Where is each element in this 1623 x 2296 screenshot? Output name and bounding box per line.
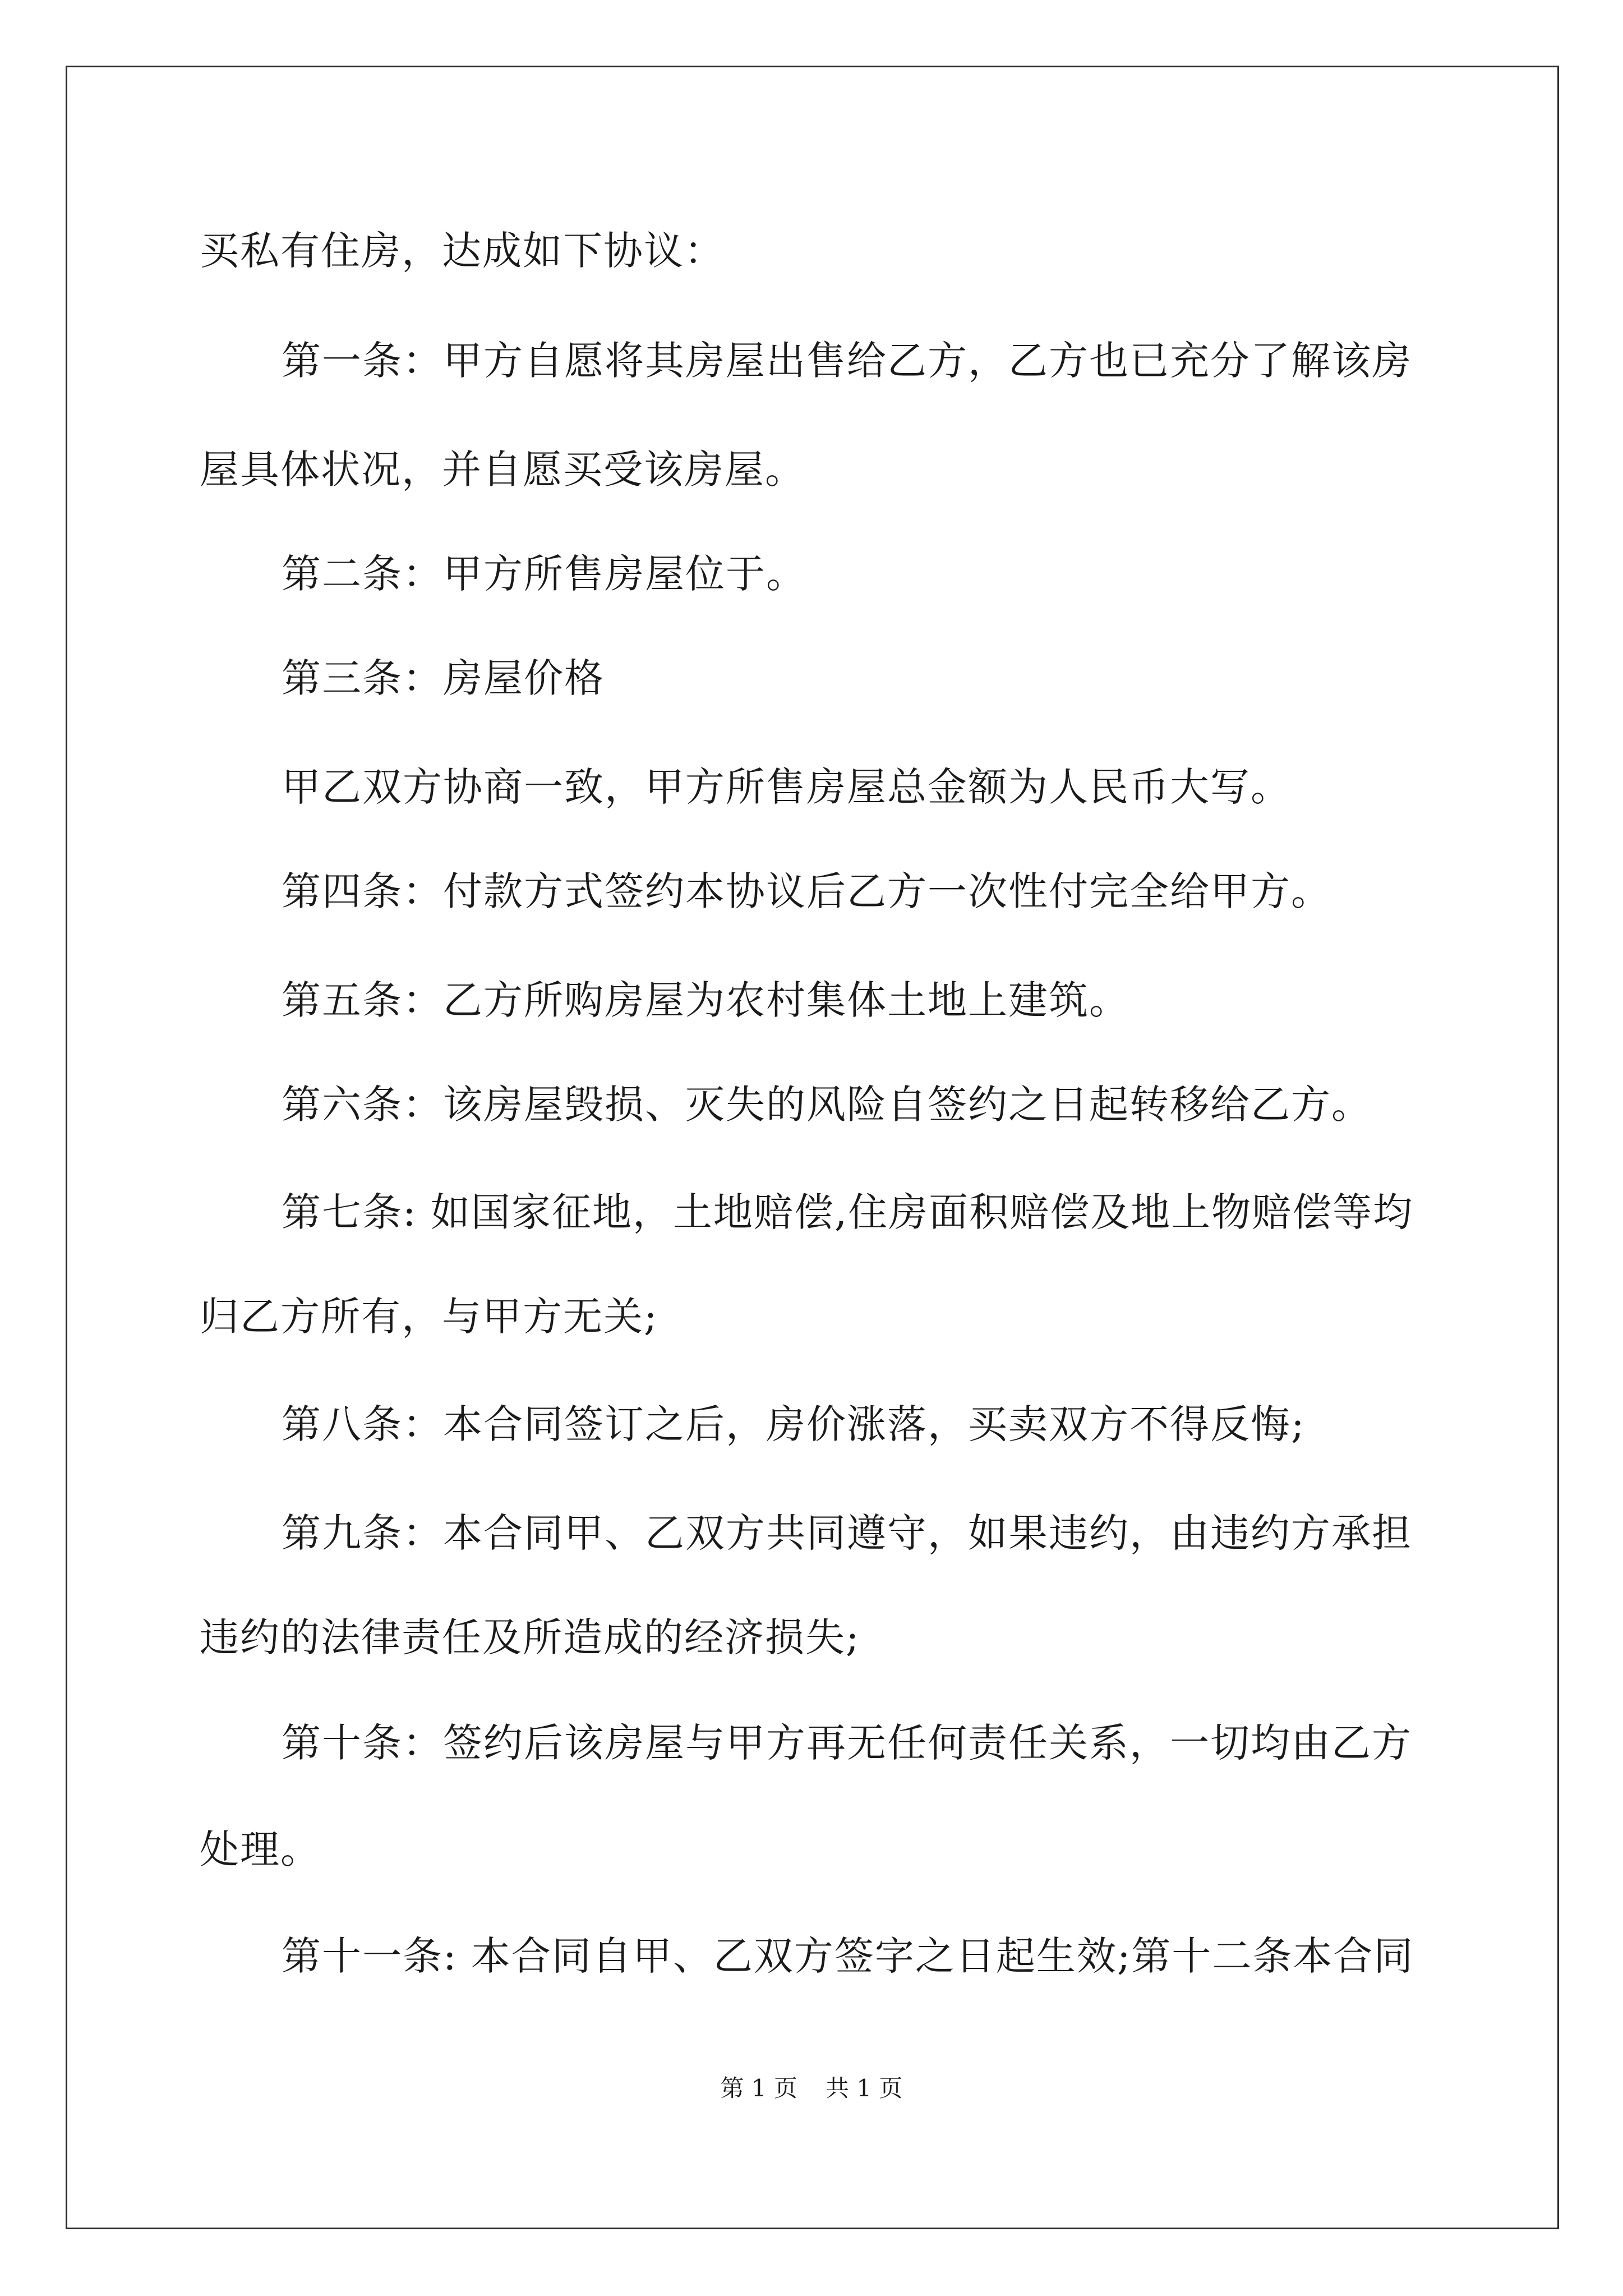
text-line: 处理。: [200, 1826, 321, 1872]
text-line: 第六条：该房屋毁损、灭失的风险自签约之日起转移给乙方。: [282, 1082, 1372, 1128]
page-footer: [0, 2070, 1623, 2104]
text-line: 第三条：房屋价格: [282, 655, 605, 701]
text-line: 第二条：甲方所售房屋位于。: [282, 551, 806, 597]
text-line: 第九条：本合同甲、乙双方共同遵守，如果违约，由违约方承担: [282, 1510, 1412, 1556]
page-number: 第 1 页: [720, 2074, 797, 2102]
text-line: 屋具体状况，并自愿买受该房屋。: [200, 447, 805, 493]
text-line: 第十一条: 本合同自甲、乙双方签字之日起生效;第十二条本合同: [282, 1933, 1414, 1979]
page-total: 共 1 页: [826, 2074, 903, 2102]
text-line: 第十条：签约后该房屋与甲方再无任何责任关系，一切均由乙方: [282, 1720, 1412, 1766]
text-line: 第五条：乙方所购房屋为农村集体土地上建筑。: [282, 977, 1129, 1023]
text-line: 买私有住房，达成如下协议：: [200, 228, 725, 274]
text-line: 第一条：甲方自愿将其房屋出售给乙方，乙方也已充分了解该房: [282, 338, 1412, 384]
text-line: 第七条: 如国家征地，土地赔偿,住房面积赔偿及地上物赔偿等均: [282, 1189, 1414, 1235]
text-line: 归乙方所有，与甲方无关;: [200, 1294, 658, 1340]
text-line: 第八条：本合同签订之后，房价涨落，买卖双方不得反悔;: [282, 1401, 1306, 1447]
text-line: 违约的法律责任及所造成的经济损失;: [200, 1614, 860, 1660]
text-line: 甲乙双方协商一致，甲方所售房屋总金额为人民币大写。: [282, 764, 1291, 810]
text-line: 第四条：付款方式签约本协议后乙方一次性付完全给甲方。: [282, 868, 1331, 914]
